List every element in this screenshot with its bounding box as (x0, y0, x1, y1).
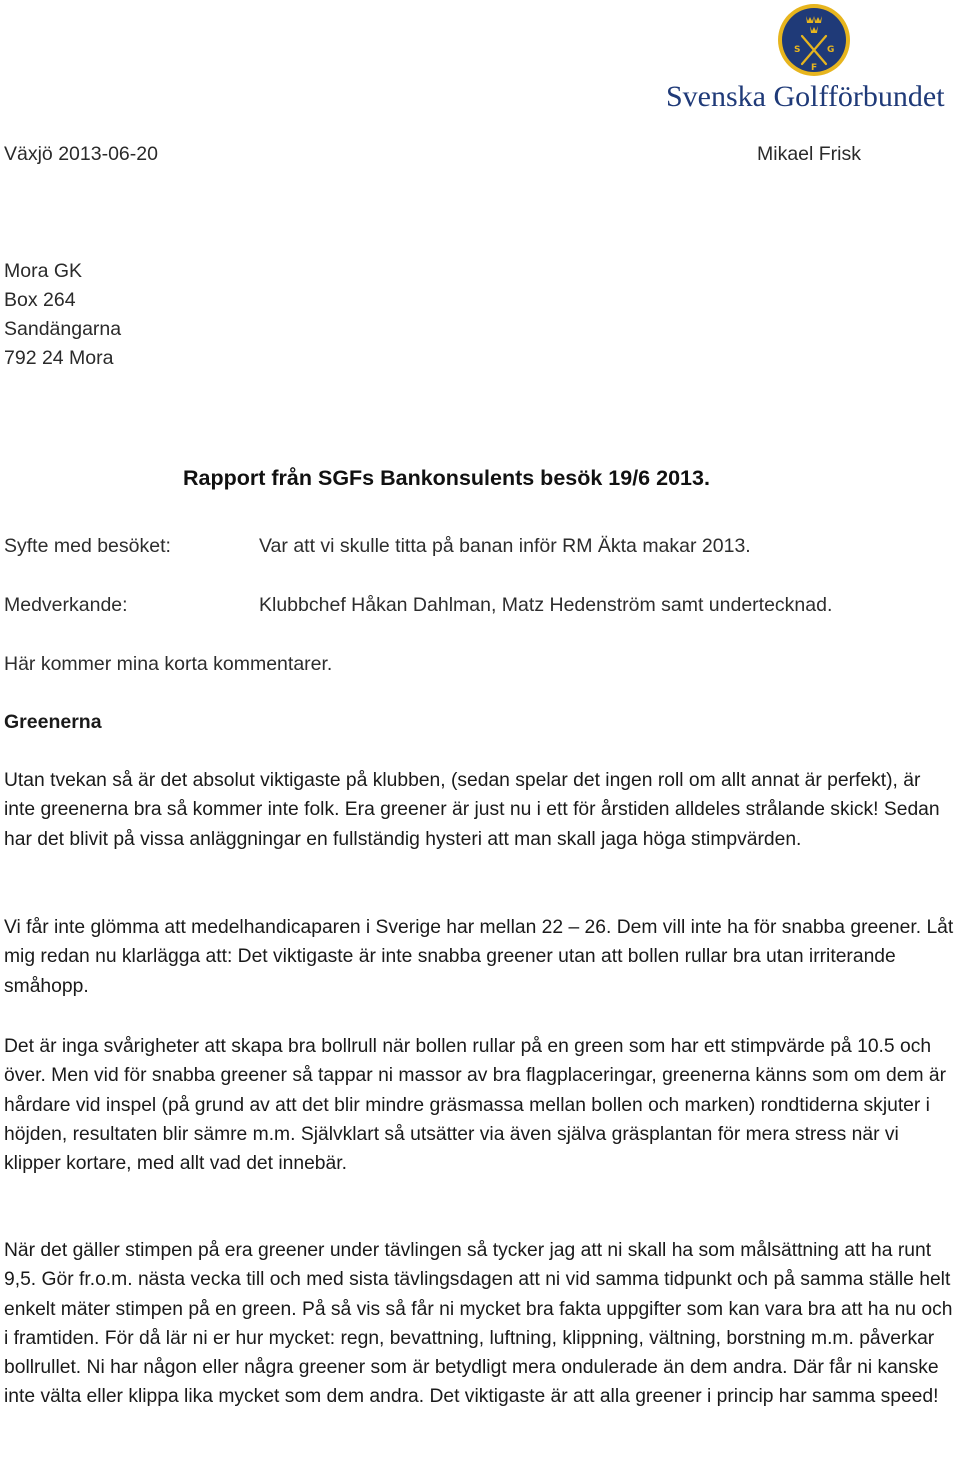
body-paragraph: När det gäller stimpen på era greener under tävlingen så tycker jag att ni skall ha som målsättning att ha runt 9,5. Gör fr.o.m. nästa vecka till och med sista tävlingsdagen att ni vid samma tidpunkt och på samma ställe helt enkelt mäter stimpen på en green. På så vis så får ni mycket bra fakta uppgifter som kan vara bra att ha nu och i framtiden. För då lär ni er hur mycket: regn, bevattning, luftning, klippning, vältning, borstning m.m. påverkar bollrullet. Ni har någon eller några greener som är betydligt mera ondulerade än dem andra. Där får ni kanske inte välta eller klippa lika mycket som dem andra. Det viktigaste är att alla greener i princip har samma speed! (4, 1240, 953, 1408)
participants-label: Medverkande: (4, 594, 128, 616)
participants-value: Klubbchef Håkan Dahlman, Matz Hedenström samt undertecknad. (259, 594, 833, 616)
emblem-letter-f: F (811, 63, 818, 73)
body-paragraph: Vi får inte glömma att medelhandicaparen i Sverige har mellan 22 – 26. Dem vill inte ha för snabba greener. Låt mig redan nu klarlägga att: Det viktigaste är inte snabba greener utan att bollen rullar bra utan irriterande småhopp. (4, 917, 954, 997)
emblem-letter-s: S (794, 45, 801, 55)
body-paragraph: Det är inga svårigheter att skapa bra bollrull när bollen rullar på en green som har ett stimpvärde på 10.5 och över. Men vid för snabba greener så tappar ni massor av bra flagplaceringar, greenerna känns som om dem är hårdare vid inspel (på grund av att det blir mindre gräsmassa mellan bollen och marken) rondtiderna skjuter i höjden, resultaten blir sämre m.m. Självklart så utsätter via även själva gräsplantan för mera stress när vi klipper kortare, med allt vad det innebär. (4, 1036, 947, 1175)
org-logo (664, 2, 960, 114)
author-name: Mikael Frisk (757, 143, 862, 165)
address-line: Sandängarna (4, 318, 122, 340)
address-line: 792 24 Mora (4, 347, 114, 369)
emblem-letter-g: G (827, 45, 835, 55)
address-line: Mora GK (4, 260, 83, 282)
section-heading: Greenerna (4, 711, 102, 733)
org-name: Svenska Golfförbundet (666, 80, 945, 113)
purpose-value: Var att vi skulle titta på banan inför RM Äkta makar 2013. (259, 535, 751, 557)
purpose-label: Syfte med besöket: (4, 535, 171, 557)
comments-intro: Här kommer mina korta kommentarer. (4, 653, 333, 675)
place-date: Växjö 2013-06-20 (4, 143, 158, 165)
address-line: Box 264 (4, 289, 76, 311)
report-title: Rapport från SGFs Bankonsulents besök 19/6 2013. (183, 466, 710, 490)
body-paragraph: Utan tvekan så är det absolut viktigaste på klubben, (sedan spelar det ingen roll om allt annat är perfekt), är inte greenerna bra så kommer inte folk. Era greener är just nu i ett för årstiden alldeles strålande skick! Sedan har det blivit på vissa anläggningar en fullständig hysteri att man skall jaga höga stimpvärden. (4, 770, 940, 850)
sgf-emblem-icon (776, 2, 852, 78)
